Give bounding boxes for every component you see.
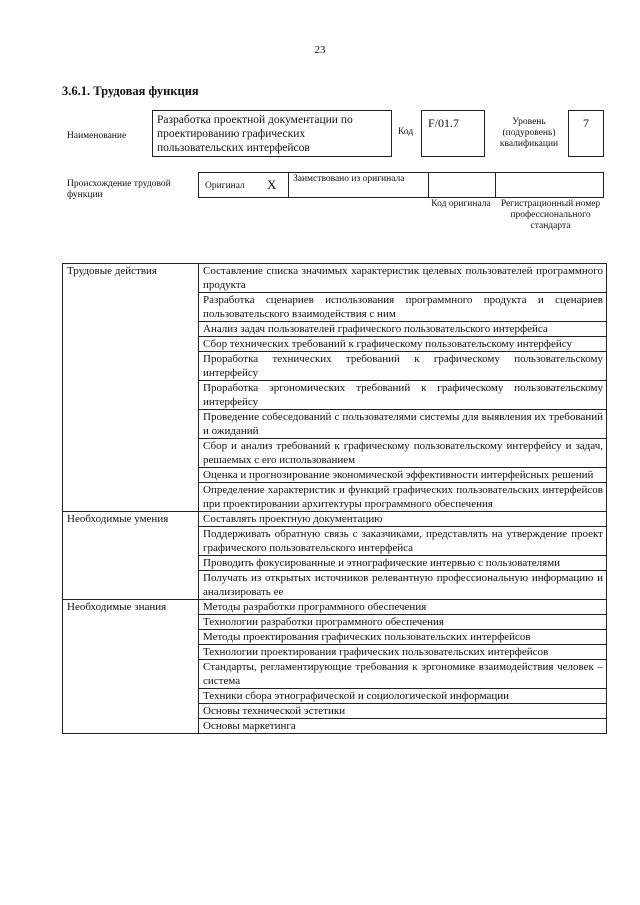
original-mark: X (267, 177, 277, 192)
divider (288, 173, 289, 197)
item-cell: Проводить фокусированные и этнографические интервью с пользователями (199, 556, 607, 571)
category-cell: Необходимые знания (63, 600, 199, 734)
competency-table (62, 263, 607, 734)
item-cell: Проведение собеседований с пользователями системы для выявления их требований и ожиданий (199, 410, 607, 439)
section-title: 3.6.1. Трудовая функция (62, 84, 199, 98)
item-cell: Проработка технических требований к графическому пользовательскому интерфейсу (199, 352, 607, 381)
origin-label: Происхождение трудовой функции (67, 179, 171, 200)
item-cell: Техники сбора этнографической и социологической информации (199, 689, 607, 704)
item-cell: Составление списка значимых характеристик целевых пользователей программного продукта (199, 264, 607, 293)
item-cell: Основы маркетинга (199, 719, 607, 734)
code-label: Код (398, 127, 414, 137)
reg-number-caption: Регистрационный номер профессионального стандарта (500, 199, 601, 231)
borrowed-label: Заимствовано из оригинала (293, 174, 405, 184)
item-cell: Технологии разработки программного обеспечения (199, 615, 607, 630)
code-value: F/01.7 (421, 110, 485, 157)
function-name-value: Разработка проектной документации по проектированию графических пользовательских интерфейсов (152, 110, 392, 157)
divider (428, 173, 429, 197)
item-cell: Сбор технических требований к графическому пользовательскому интерфейсу (199, 337, 607, 352)
level-value: 7 (568, 110, 604, 157)
table-row (63, 264, 607, 293)
item-cell: Получать из открытых источников релевантную профессиональную информацию и анализировать ее (199, 571, 607, 600)
item-cell: Составлять проектную документацию (199, 512, 607, 527)
table-row (63, 600, 607, 615)
level-label: Уровень (подуровень) квалификации (499, 117, 559, 149)
code-original-caption: Код оригинала (431, 199, 491, 209)
category-cell: Трудовые действия (63, 264, 199, 512)
item-cell: Разработка сценариев использования программного продукта и сценариев пользовательского взаимодействия с ним (199, 293, 607, 322)
item-cell: Технологии проектирования графических пользовательских интерфейсов (199, 645, 607, 660)
origin-row (198, 172, 604, 198)
item-cell: Анализ задач пользователей графического пользовательского интерфейса (199, 322, 607, 337)
item-cell: Определение характеристик и функций графических пользовательских интерфейсов при проектировании архитектуры программного обеспечения (199, 483, 607, 512)
item-cell: Проработка эргономических требований к графическому пользовательскому интерфейсу (199, 381, 607, 410)
item-cell: Стандарты, регламентирующие требования к эргономике взаимодействия человек – система (199, 660, 607, 689)
item-cell: Методы проектирования графических пользовательских интерфейсов (199, 630, 607, 645)
original-label: Оригинал (205, 181, 245, 191)
item-cell: Поддерживать обратную связь с заказчиками, представлять на утверждение проект графического пользовательского интерфейса (199, 527, 607, 556)
item-cell: Методы разработки программного обеспечения (199, 600, 607, 615)
divider (495, 173, 496, 197)
category-cell: Необходимые умения (63, 512, 199, 600)
page-number: 23 (314, 44, 326, 56)
table-row (63, 512, 607, 527)
item-cell: Оценка и прогнозирование экономической эффективности интерфейсных решений (199, 468, 607, 483)
item-cell: Основы технической эстетики (199, 704, 607, 719)
name-label: Наименование (67, 131, 127, 141)
item-cell: Сбор и анализ требований к графическому пользовательскому интерфейсу и задач, решаемых с его использованием (199, 439, 607, 468)
